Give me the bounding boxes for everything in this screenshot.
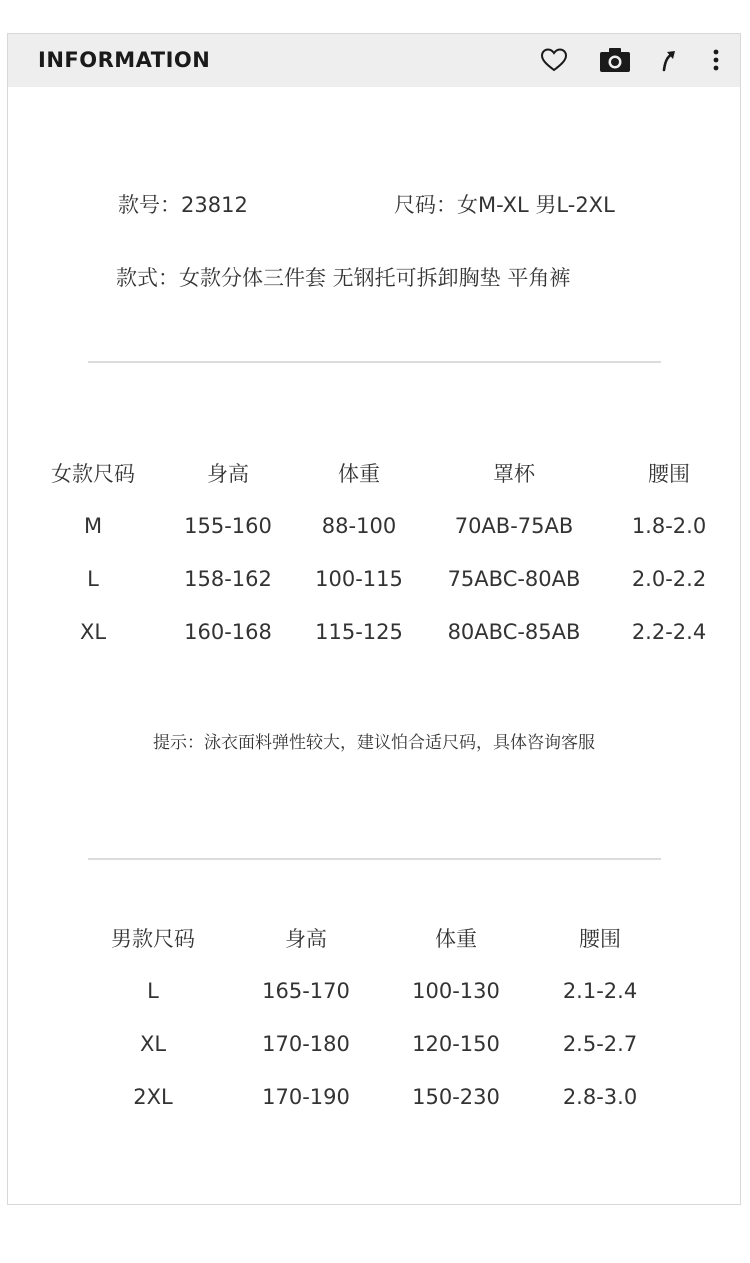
table-row bbox=[78, 1070, 672, 1123]
table-cell: 2.2-2.4 bbox=[631, 619, 707, 644]
camera-icon[interactable] bbox=[599, 44, 631, 76]
style-number: 款号：23812 bbox=[118, 193, 248, 217]
women-size-table bbox=[34, 446, 724, 658]
style-description: 款式：女款分体三件套 无钢托可拆卸胸垫 平角裤 bbox=[116, 266, 571, 290]
column-header: 体重 bbox=[435, 926, 477, 951]
table-cell: 150-230 bbox=[412, 1084, 500, 1109]
table-cell: 158-162 bbox=[184, 566, 272, 591]
table-cell: 120-150 bbox=[412, 1031, 500, 1056]
men-size-table bbox=[78, 911, 672, 1123]
table-cell: M bbox=[83, 513, 103, 538]
column-header: 男款尺码 bbox=[111, 926, 195, 951]
table-cell: XL bbox=[79, 619, 107, 644]
table-row bbox=[78, 964, 672, 1017]
table-cell: 2.1-2.4 bbox=[562, 978, 638, 1003]
column-header: 腰围 bbox=[648, 461, 690, 486]
column-header: 身高 bbox=[285, 926, 327, 951]
share-arrow-icon[interactable] bbox=[652, 44, 684, 76]
divider bbox=[88, 858, 661, 860]
table-row bbox=[78, 1017, 672, 1070]
table-cell: 2.0-2.2 bbox=[631, 566, 707, 591]
column-header: 女款尺码 bbox=[51, 461, 135, 486]
table-header-row bbox=[34, 446, 724, 499]
table-cell: 88-100 bbox=[321, 513, 397, 538]
table-cell: 170-190 bbox=[262, 1084, 350, 1109]
table-cell: 1.8-2.0 bbox=[631, 513, 707, 538]
table-row bbox=[34, 552, 724, 605]
header-bar bbox=[8, 34, 740, 87]
table-cell: 100-130 bbox=[412, 978, 500, 1003]
size-range: 尺码：女M-XL 男L-2XL bbox=[394, 193, 615, 217]
more-vertical-icon[interactable] bbox=[700, 44, 732, 76]
table-row bbox=[34, 605, 724, 658]
table-cell: 2XL bbox=[133, 1084, 173, 1109]
table-cell: 160-168 bbox=[184, 619, 272, 644]
column-header: 身高 bbox=[207, 461, 249, 486]
table-cell: XL bbox=[139, 1031, 167, 1056]
table-cell: 2.5-2.7 bbox=[562, 1031, 638, 1056]
table-cell: L bbox=[87, 566, 99, 591]
table-cell: L bbox=[147, 978, 159, 1003]
size-tip: 提示：泳衣面料弹性较大，建议怕合适尺码，具体咨询客服 bbox=[153, 733, 595, 753]
information-card bbox=[7, 33, 741, 1205]
table-cell: 80ABC-85AB bbox=[447, 619, 581, 644]
column-header: 体重 bbox=[338, 461, 380, 486]
divider bbox=[88, 361, 661, 363]
table-cell: 75ABC-80AB bbox=[447, 566, 581, 591]
table-cell: 70AB-75AB bbox=[454, 513, 574, 538]
header-title: INFORMATION bbox=[38, 48, 211, 72]
table-header-row bbox=[78, 911, 672, 964]
heart-icon[interactable] bbox=[538, 44, 570, 76]
table-cell: 115-125 bbox=[315, 619, 403, 644]
column-header: 罩杯 bbox=[493, 461, 535, 486]
table-cell: 2.8-3.0 bbox=[562, 1084, 638, 1109]
table-cell: 100-115 bbox=[315, 566, 403, 591]
table-cell: 155-160 bbox=[184, 513, 272, 538]
table-row bbox=[34, 499, 724, 552]
column-header: 腰围 bbox=[579, 926, 621, 951]
table-cell: 165-170 bbox=[262, 978, 350, 1003]
table-cell: 170-180 bbox=[262, 1031, 350, 1056]
